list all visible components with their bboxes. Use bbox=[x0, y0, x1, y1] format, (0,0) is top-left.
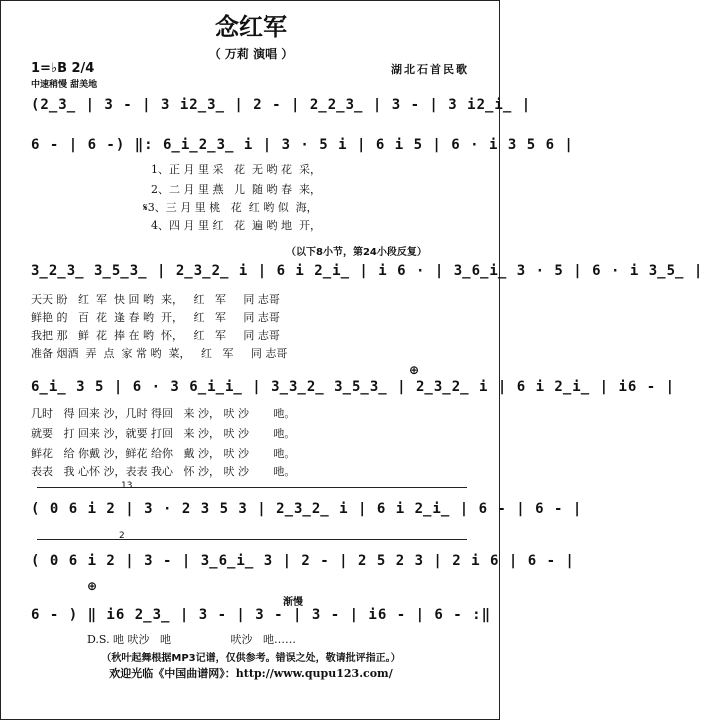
staff-line-2: 6 - | 6 -) ‖: 6̲i̲2̲3̲ i | 3 · 5 i | 6 i 5 | 6 · i 3 5 6 | bbox=[31, 137, 574, 153]
lyric-chorus-4: 准备 烟酒 弄 点 家 常 哟 菜， 红 军 同 志哥 bbox=[31, 347, 288, 360]
segno-sign-2: ⊕ bbox=[87, 579, 98, 593]
transcriber-note: （秋叶起舞根据MP3记谱，仅供参考。错误之处，敬请批评指正。） bbox=[101, 653, 401, 664]
ritardando-mark: 渐慢 bbox=[283, 597, 303, 608]
staff-line-7: 6 - ) ‖ i6 2̲3̲ | 3 - | 3 - | 3 - | i6 - | 6 - :‖ bbox=[31, 607, 492, 623]
lyric-verse-4: 4、四 月 里 红 花 遍 哟 地 开， bbox=[151, 219, 321, 232]
bar-count-13: 13 bbox=[121, 481, 133, 491]
song-title: 念红军 bbox=[215, 12, 287, 41]
tempo-marking: 中速稍慢 甜美地 bbox=[31, 80, 98, 90]
staff-line-1: (2̲3̲ | 3 - | 3 i2̲3̲ | 2 - | 2̲2̲3̲ | 3 - | 3 i2̲i̲ | bbox=[31, 97, 532, 113]
lyric-ending: D.S. 吔 吠沙 吔 吠沙 吔…… bbox=[87, 633, 296, 646]
lyric-chorus-1: 天天 盼 红 军 快 回 哟 来， 红 军 同 志哥 bbox=[31, 293, 280, 306]
staff-line-6: ( 0 6 i 2 | 3 - | 3̲6̲i̲ 3 | 2 - | 2 5 2 3 | 2 i 6 | 6 - | bbox=[31, 553, 575, 569]
lyric-verse-2: 2、二 月 里 燕 儿 随 哟 春 来， bbox=[151, 183, 321, 196]
segno-sign-1: ⊕ bbox=[409, 363, 420, 377]
lyric-verse-1: 1、正 月 里 采 花 无 哟 花 采， bbox=[151, 163, 321, 176]
bar-count-2: 2 bbox=[119, 531, 125, 541]
staff-line-5: ( 0 6 i 2 | 3 · 2 3 5 3 | 2̲3̲2̲ i | 6 i 2̲i̲ | 6 - | 6 - | bbox=[31, 501, 583, 517]
lyric-chorus-2: 鲜艳 的 百 花 逢 春 哟 开， 红 军 同 志哥 bbox=[31, 311, 280, 324]
song-source: 湖北石首民歌 bbox=[391, 63, 469, 76]
lyric-verse-end-3: 鲜花 给 你戴 沙，鲜花 给你 戴 沙， 吠 沙 吔。 bbox=[31, 447, 296, 460]
singer-credit: （ 万莉 演唱 ） bbox=[208, 47, 294, 61]
lyric-verse-3: 𝄋3、三 月 里 桃 花 红 哟 似 海， bbox=[143, 201, 318, 214]
key-signature: 1=♭B 2/4 bbox=[31, 61, 95, 76]
staff-line-4: 6̲i̲ 3 5 | 6 · 3 6̲i̲i̲ | 3̲3̲2̲ 3̲5̲3̲ | 2̲3̲2̲ i | 6 i 2̲i̲ | i6 - | bbox=[31, 379, 676, 395]
bracket-line-1 bbox=[37, 487, 467, 488]
repeat-note: （以下8小节，第24小段反复） bbox=[286, 247, 427, 258]
lyric-verse-end-2: 就要 打 回来 沙，就要 打回 来 沙， 吠 沙 吔。 bbox=[31, 427, 296, 440]
staff-line-3: 3̲2̲3̲ 3̲5̲3̲ | 2̲3̲2̲ i | 6 i 2̲i̲ | i 6 · | 3̲6̲i̲ 3 · 5 | 6 · i 3̲5̲ | bbox=[31, 263, 703, 279]
site-welcome: 欢迎光临《中国曲谱网》：http://www.qupu123.com/ bbox=[109, 667, 393, 680]
bracket-line-2 bbox=[37, 539, 467, 540]
lyric-verse-end-4: 表表 我 心怀 沙，表表 我心 怀 沙， 吠 沙 吔。 bbox=[31, 465, 296, 478]
lyric-verse-end-1: 几时 得 回来 沙，几时 得回 来 沙， 吠 沙 吔。 bbox=[31, 407, 296, 420]
lyric-chorus-3: 我把 那 鲜 花 捧 在 哟 怀， 红 军 同 志哥 bbox=[31, 329, 280, 342]
